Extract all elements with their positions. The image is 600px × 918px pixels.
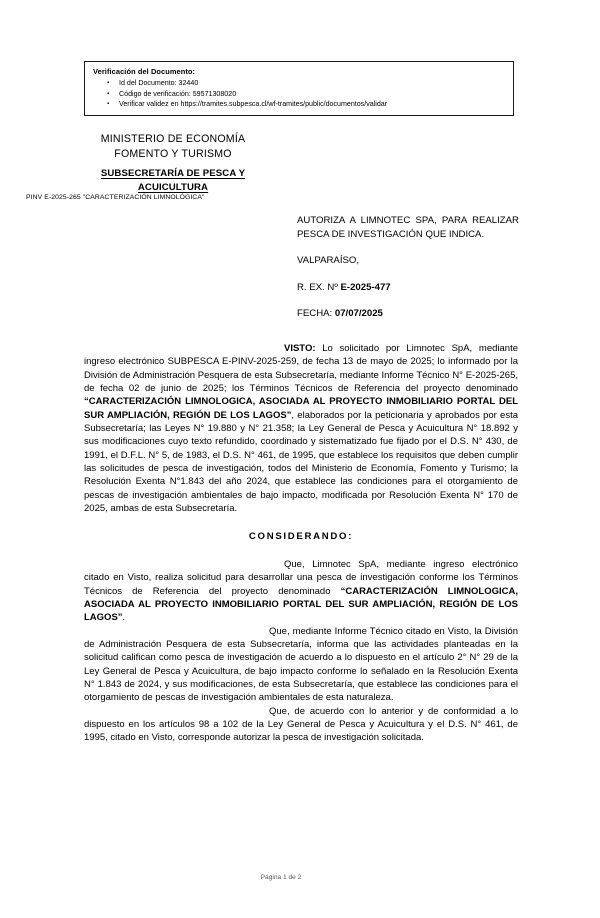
considerando-1-text-part-2: . [122, 612, 126, 624]
paragraph-considerando-3 [84, 705, 518, 745]
resolution-date-line [297, 307, 519, 321]
verification-item-label: Código de verificación: 59571308020 [119, 89, 237, 98]
document-verification-box [84, 61, 514, 116]
verification-item-url[interactable] [93, 99, 507, 110]
visto-project-name: “CARACTERIZACIÓN LIMNOLOGICA, ASOCIADA AL PROYECTO INMOBILIARIO PORTAL DEL SUR AMPLIACIÓN, REGIÓN DE LOS LAGOS” [84, 396, 518, 421]
page-footer: Página 1 de 2 [260, 874, 302, 881]
resolution-city: VALPARAÍSO, [297, 255, 360, 267]
resolution-title-block [297, 214, 519, 321]
verification-item-label: Id del Documento: 32440 [119, 79, 199, 87]
paragraph-considerando-1 [84, 558, 518, 625]
verification-title: Verificación del Documento: [93, 67, 196, 76]
considerando-1-text-part-1: Que, Limnotec SpA, mediante ingreso electrónico citado en Visto, realiza solicitud para desarrollar una pesca de investigación conforme los Términos Técnicos de Referencia del proyecto denominado [84, 558, 518, 597]
document-body [84, 342, 518, 745]
bullet-icon: ▪ [107, 90, 110, 97]
verification-item-document-id [93, 78, 507, 89]
bullet-icon: ▪ [107, 80, 110, 86]
paragraph-considerando-2 [84, 625, 518, 705]
considerando-1-project-name: “CARACTERIZACIÓN LIMNOLOGICA, ASOCIADA AL PROYECTO INMOBILIARIO PORTAL DEL SUR AMPLIACIÓN, REGIÓN DE LOS LAGOS” [84, 585, 518, 624]
pinv-reference: PINV E-2025-265 "CARACTERIZACIÓN LIMNOLÓGICA" [26, 194, 205, 201]
subsecretaria-heading [48, 167, 298, 194]
bullet-icon: ▪ [107, 101, 110, 107]
paragraph-visto [84, 342, 518, 515]
resolution-number-value: E-2025-477 [340, 281, 391, 293]
verification-list [93, 78, 507, 110]
resolution-number-label: R. EX. Nº [297, 281, 341, 293]
subsecretaria-line-2: ACUICULTURA [137, 181, 209, 193]
considerando-2-text: Que, mediante Informe Técnico citado en Visto, la División de Administración Pesquera de esta Subsecretaría, informa que las actividades planteadas en la solicitud califican como pesca de investigación de acuerdo a lo dispuesto en el artículo 2° N° 29 de la Ley General de Pesca y Acuicultura, de bajo impacto conforme lo señalado en la Resolución Exenta N° 1.843 de 2024, y sus modificaciones, de esta Subsecretaría, que establece las condiciones para el otorgamiento de pescas de investigación ambientales de esta naturaleza. [84, 625, 518, 704]
considerando-heading: CONSIDERANDO: [248, 531, 354, 543]
verification-item-code [93, 89, 507, 100]
ministry-heading [48, 132, 298, 161]
visto-label: VISTO: [284, 343, 316, 354]
ministry-line-2: FOMENTO Y TURISMO [114, 147, 232, 160]
visto-text-part-1: Lo solicitado por Limnotec SpA, mediante ingreso electrónico SUBPESCA E-PINV-2025-259, de fecha 13 de mayo de 2025; lo informado por la División de Administración Pesquera de esta Subsecretaría, mediante Informe Técnico N° E-2025-265, de fecha 02 de junio de 2025; los Términos Técnicos de Referencia del proyecto denominado [84, 343, 518, 395]
visto-text-part-2: , elaborados por la peticionaria y aprobados por esta Subsecretaría; las Leyes N° 19.880 y N° 21.358; la Ley General de Pesca y Acuicultura N° 18.892 y sus modificaciones cuyo texto refundido, coordinado y sistematizado fue fijado por el D.S. N° 430, de 1991, el D.F.L. N° 5, de 1983, el D.S. N° 461, de 1995, que establece los requisitos que deben cumplir las solicitudes de pesca de investigación, todos del Ministerio de Economía, Fomento y Turismo; la Resolución Exenta N°1.843 del año 2024, que establece las condiciones para el otorgamiento de pescas de investigación ambientales de bajo impacto, modificada por Resolución Exenta N° 170 de 2025, ambas de esta Subsecretaría. [84, 409, 518, 515]
ministry-line-1: MINISTERIO DE ECONOMÍA [100, 133, 246, 145]
resolution-date-value: 07/07/2025 [334, 308, 383, 320]
verification-item-label: Verificar validez en https://tramites.subpesca.cl/wf-tramites/public/documentos/validar [119, 100, 388, 108]
resolution-subject: AUTORIZA A LIMNOTEC SPA, PARA REALIZAR PESCA DE INVESTIGACIÓN QUE INDICA. [297, 215, 519, 240]
considerando-3-text: Que, de acuerdo con lo anterior y de conformidad a lo dispuesto en los artículos 98 a 102 de la Ley General de Pesca y Acuicultura y el D.S. N° 461, de 1995, citado en Visto, corresponde autorizar la pesca de investigación solicitada. [84, 705, 518, 744]
resolution-date-label: FECHA: [297, 308, 335, 320]
subsecretaria-line-1: SUBSECRETARÍA DE PESCA Y [100, 168, 246, 179]
resolution-number-line [297, 281, 519, 295]
